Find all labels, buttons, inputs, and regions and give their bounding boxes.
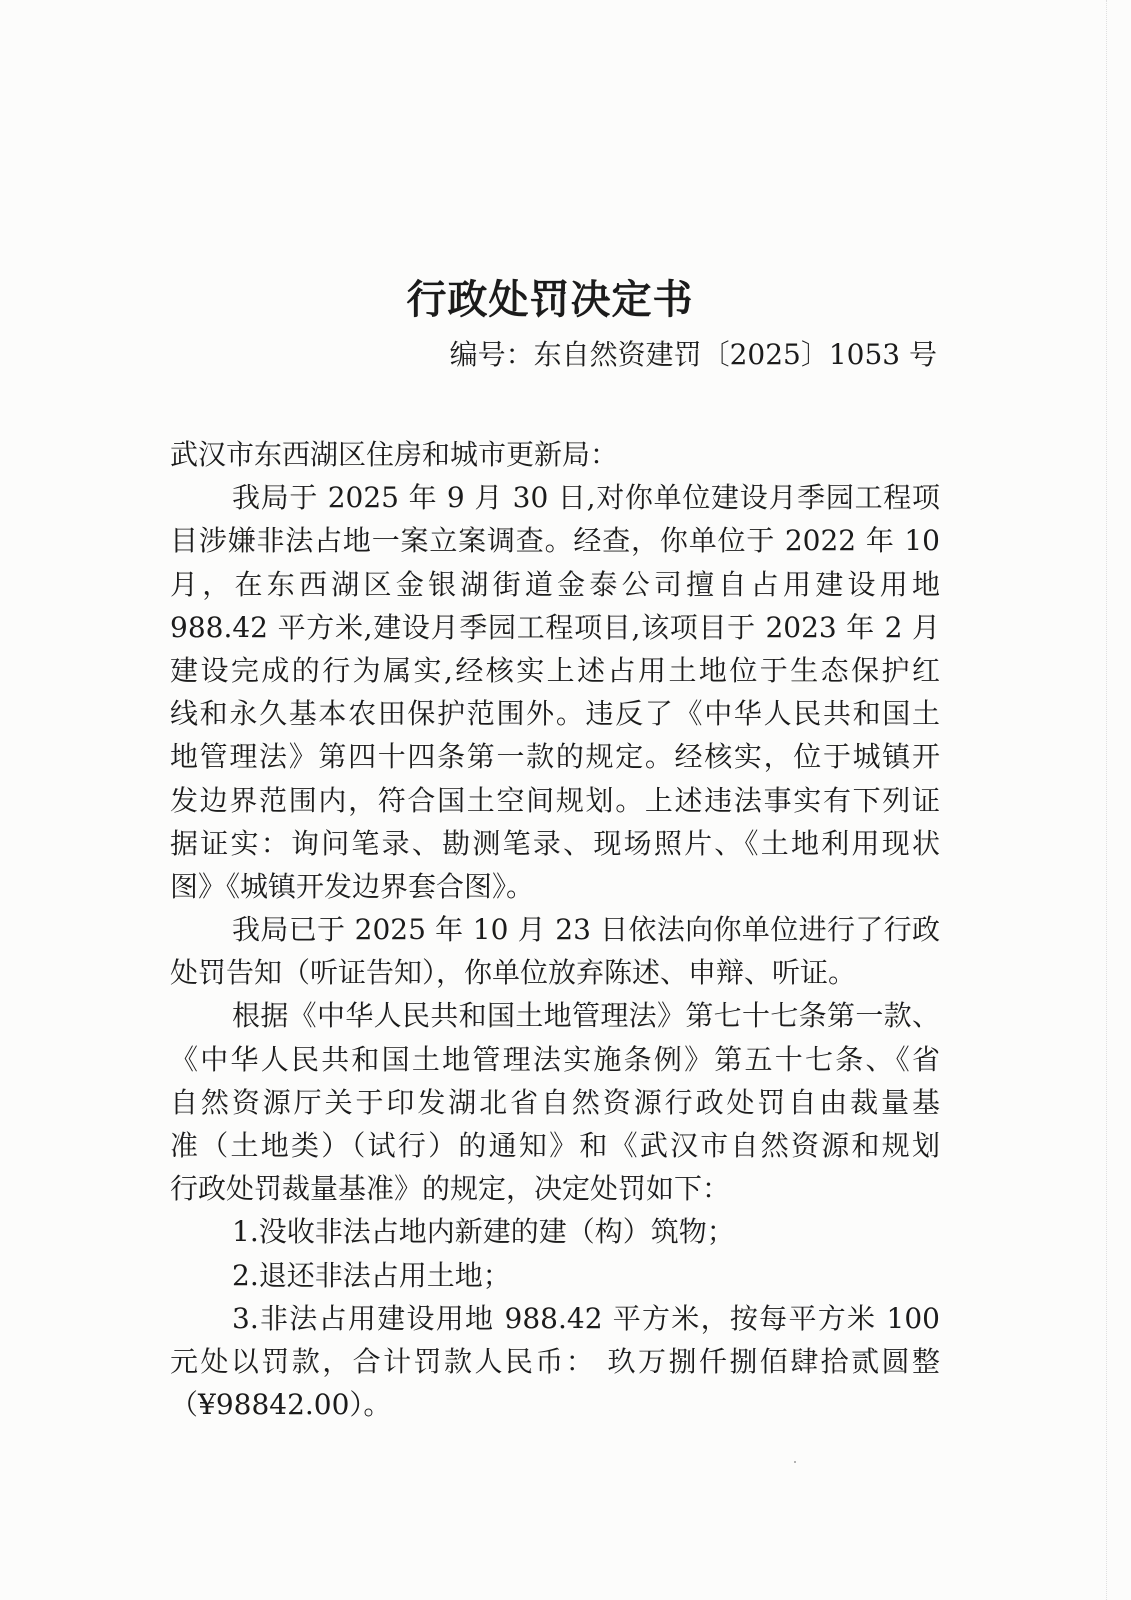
basis-line: 行政处罚裁量基准》的规定，决定处罚如下： [170, 1172, 731, 1206]
basis-line: 《中华人民共和国土地管理法实施条例》第五十七条、《省 [170, 1042, 940, 1076]
document-number: 编号：东自然资建罚〔2025〕1053 号 [449, 338, 937, 371]
facts-line: 线和永久基本农田保护范围外。违反了《中华人民共和国土 [170, 697, 940, 731]
penalty-line: 1.没收非法占地内新建的建（构）筑物； [232, 1215, 735, 1249]
facts-line: 我局于 2025 年 9 月 30 日,对你单位建设月季园工程项 [232, 481, 940, 515]
scan-speck [794, 1461, 796, 1463]
notice-line: 处罚告知（听证告知），你单位放弃陈述、申辩、听证。 [170, 956, 857, 990]
paragraph-notice [170, 908, 940, 994]
facts-line: 图》《城镇开发边界套合图》。 [170, 869, 535, 903]
basis-line: 根据《中华人民共和国土地管理法》第七十七条第一款、 [232, 999, 940, 1033]
facts-line: 988.42 平方米,建设月季园工程项目,该项目于 2023 年 2 月 [170, 610, 940, 644]
penalty-item [170, 1210, 940, 1253]
basis-line: 准（土地类）（试行）的通知》和《武汉市自然资源和规划 [170, 1129, 940, 1162]
penalty-line: （¥98842.00）。 [170, 1388, 392, 1422]
penalty-item [170, 1254, 940, 1297]
paragraph-basis [170, 994, 940, 1210]
notice-line: 我局已于 2025 年 10 月 23 日依法向你单位进行了行政 [232, 913, 940, 947]
penalty-line: 3.非法占用建设用地 988.42 平方米，按每平方米 100 [232, 1301, 940, 1335]
facts-line: 发边界范围内，符合国土空间规划。上述违法事实有下列证 [170, 783, 940, 817]
penalty-line: 2.退还非法占用土地； [232, 1258, 511, 1292]
document-body [170, 433, 940, 1426]
basis-line: 自然资源厅关于印发湖北省自然资源行政处罚自由裁量基 [170, 1085, 940, 1119]
facts-line: 月，在东西湖区金银湖街道金泰公司擅自占用建设用地 [170, 567, 940, 601]
recipient-line: 武汉市东西湖区住房和城市更新局： [170, 438, 619, 471]
paragraph-facts [170, 476, 940, 908]
facts-line: 据证实：询问笔录、勘测笔录、现场照片、《土地利用现状 [170, 826, 940, 860]
facts-line: 建设完成的行为属实,经核实上述占用土地位于生态保护红 [170, 653, 940, 687]
document-title: 行政处罚决定书 [406, 276, 694, 323]
penalty-line: 元处以罚款，合计罚款人民币： 玖万捌仟捌佰肆拾贰圆整 [170, 1344, 940, 1378]
penalty-list [170, 1210, 940, 1426]
scan-edge-artifact [1106, 0, 1107, 1600]
facts-line: 目涉嫌非法占地一案立案调查。经查，你单位于 2022 年 10 [170, 524, 940, 558]
penalty-item [170, 1297, 940, 1427]
facts-line: 地管理法》第四十四条第一款的规定。经核实，位于城镇开 [170, 740, 940, 774]
